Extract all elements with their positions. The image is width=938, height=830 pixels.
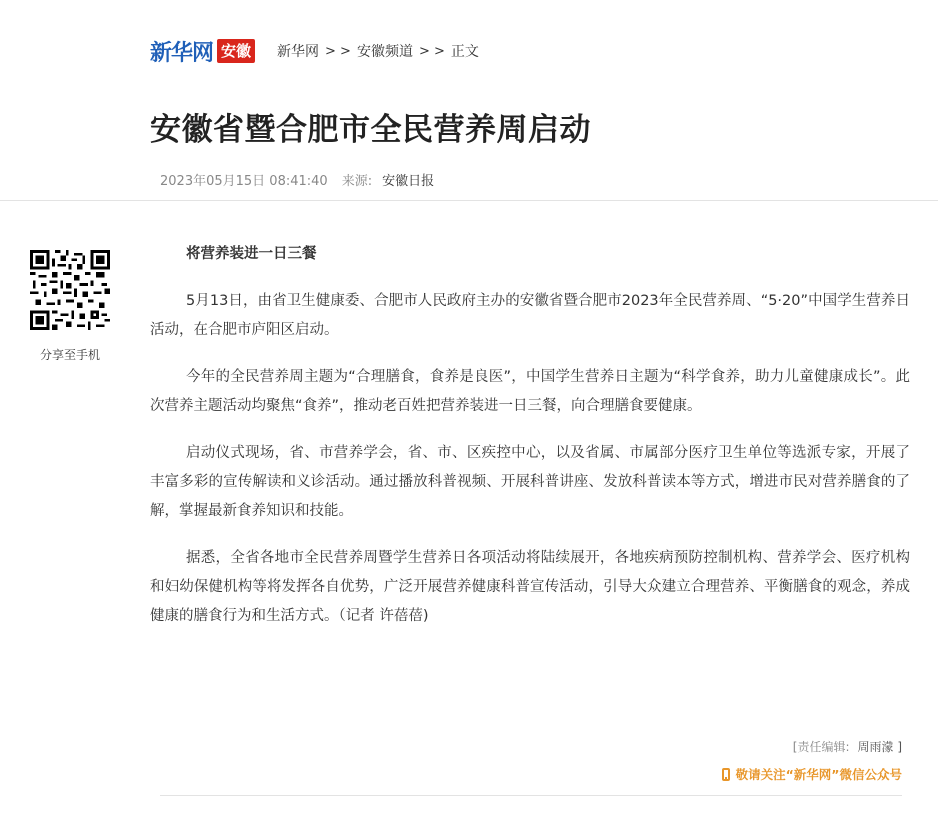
article-title: 安徽省暨合肥市全民营养周启动 <box>150 112 591 148</box>
article-paragraph: 今年的全民营养周主题为“合理膳食，食养是良医”，中国学生营养日主题为“科学食养，助力儿童健康成长”。此次营养主题活动均聚焦“食养”，推动老百姓把营养装进一日三餐，向合理膳食要健康。 <box>150 369 910 414</box>
breadcrumb-current: 正文 <box>450 44 479 60</box>
site-header <box>150 36 479 66</box>
source-label: 来源: 安徽日报 <box>341 174 435 189</box>
editor-label: [责任编辑: <box>792 740 850 754</box>
header-divider <box>0 200 938 201</box>
publish-datetime: 2023年05月15日 08:41:40 <box>160 174 328 189</box>
footer-divider <box>160 795 902 796</box>
article-paragraph: 启动仪式现场，省、市营养学会，省、市、区疾控中心，以及省属、市属部分医疗卫生单位等选派专家，开展了丰富多彩的宣传解读和义诊活动。通过播放科普视频、开展科普讲座、发放科普读本等方式，增进市民对营养膳食的了解，掌握最新食养知识和技能。 <box>150 445 910 519</box>
share-to-phone-label: 分享至手机 <box>39 348 100 362</box>
breadcrumb-channel-link[interactable]: 安徽频道 <box>356 44 413 60</box>
breadcrumb-separator: > > <box>418 43 445 59</box>
breadcrumb <box>277 41 479 61</box>
article-subhead: 将营养装进一日三餐 <box>186 246 317 262</box>
article-paragraph: 5月13日，由省卫生健康委、合肥市人民政府主办的安徽省暨合肥市2023年全民营养周、“5·20”中国学生营养日活动，在合肥市庐阳区启动。 <box>150 293 910 338</box>
article-paragraph: 据悉，全省各地市全民营养周暨学生营养日各项活动将陆续展开，各地疾病预防控制机构、营养学会、医疗机构和妇幼保健机构等将发挥各自优势，广泛开展营养健康科普宣传活动，引导大众建立合理营养、平衡膳食的观念，养成健康的膳食行为和生活方式。（记者 许蓓蓓) <box>150 550 910 624</box>
editor-name: 周雨濛 ] <box>857 740 902 754</box>
mobile-phone-icon <box>722 768 730 781</box>
responsible-editor <box>793 738 902 755</box>
article-body <box>150 240 910 649</box>
wechat-follow-link[interactable] <box>722 765 902 783</box>
source-value: 安徽日报 <box>382 174 435 189</box>
xinhua-anhui-logo[interactable] <box>150 36 255 67</box>
follow-text: 敬请关注“新华网”微信公众号 <box>735 767 902 782</box>
qr-code-icon <box>30 250 110 330</box>
logo-main-text: 新华网 <box>150 39 214 66</box>
article-meta <box>160 170 434 189</box>
logo-region-badge: 安徽 <box>217 39 255 63</box>
breadcrumb-home-link[interactable]: 新华网 <box>277 44 320 60</box>
breadcrumb-separator: > > <box>325 43 351 59</box>
